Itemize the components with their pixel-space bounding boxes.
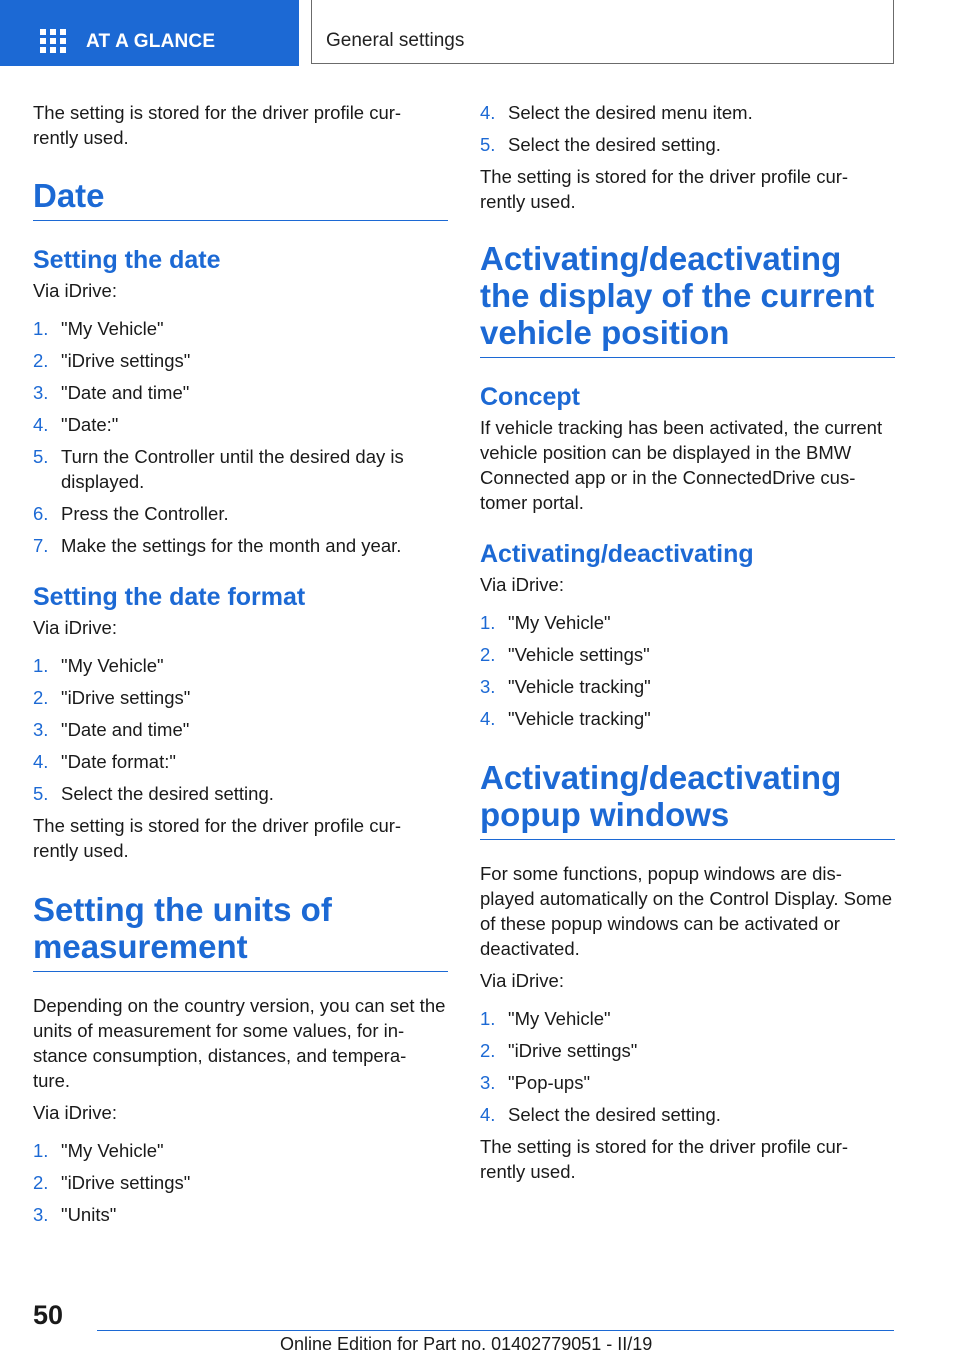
via-idrive: Via iDrive:: [480, 574, 564, 595]
step-text: "iDrive settings": [61, 1172, 191, 1193]
at-a-glance-tab[interactable]: [0, 0, 299, 66]
page-header: [0, 0, 960, 66]
step-text: Select the desired setting.: [508, 134, 721, 155]
grid-icon: [40, 29, 67, 53]
step-number: 4.: [480, 102, 496, 123]
step-text: "iDrive settings": [61, 687, 191, 708]
list-item: [480, 1006, 895, 1031]
concept-body: If vehicle tracking has been activated, the current vehicle position can be displayed in the BMW Connected app or in the ConnectedDrive cus- tomer portal.: [480, 417, 883, 513]
date-format-note: The setting is stored for the driver profile cur- rently used.: [33, 815, 402, 861]
step-number: 2.: [33, 1172, 49, 1193]
step-number: 3.: [480, 1072, 496, 1093]
step-text: "Units": [61, 1204, 117, 1225]
step-number: 7.: [33, 535, 49, 556]
list-item: [480, 132, 895, 157]
vehicle-position-steps: [480, 610, 895, 731]
page-number: 50: [33, 1300, 64, 1330]
step-number: 5.: [480, 134, 496, 155]
list-item: [480, 674, 895, 699]
list-item: [33, 533, 448, 558]
step-number: 1.: [480, 1008, 496, 1029]
units-heading: Setting the units of measurement: [33, 891, 448, 972]
step-number: 4.: [33, 751, 49, 772]
step-text: Make the settings for the month and year.: [61, 535, 402, 556]
step-text: "My Vehicle": [508, 612, 611, 633]
list-item: [33, 1170, 448, 1195]
list-item: [33, 316, 448, 341]
date-format-steps: [33, 653, 448, 806]
step-text: "Vehicle tracking": [508, 676, 651, 697]
step-number: 4.: [480, 1104, 496, 1125]
list-item: [33, 348, 448, 373]
step-number: 6.: [33, 503, 49, 524]
list-item: [33, 685, 448, 710]
step-text: "Date and time": [61, 382, 190, 403]
setting-date-steps: [33, 316, 448, 558]
step-number: 5.: [33, 783, 49, 804]
list-item: [480, 610, 895, 635]
step-text: "Date format:": [61, 751, 176, 772]
list-item: [480, 1038, 895, 1063]
list-item: [33, 749, 448, 774]
step-text: Select the desired menu item.: [508, 102, 753, 123]
list-item: [33, 380, 448, 405]
footer-rule: [97, 1330, 894, 1331]
step-text: "My Vehicle": [61, 1140, 164, 1161]
step-number: 2.: [480, 644, 496, 665]
list-item: [33, 653, 448, 678]
list-item: [33, 717, 448, 742]
step-number: 1.: [33, 318, 49, 339]
list-item: [33, 1202, 448, 1227]
list-item: [480, 100, 895, 125]
step-text: Press the Controller.: [61, 503, 229, 524]
step-text: "Vehicle settings": [508, 644, 650, 665]
via-idrive: Via iDrive:: [33, 1102, 117, 1123]
date-heading: Date: [33, 177, 448, 221]
step-text: "Vehicle tracking": [508, 708, 651, 729]
step-number: 3.: [33, 719, 49, 740]
concept-heading: Concept: [480, 383, 580, 411]
list-item: [480, 1070, 895, 1095]
step-text: "iDrive settings": [61, 350, 191, 371]
list-item: [33, 444, 448, 494]
list-item: [480, 642, 895, 667]
step-number: 4.: [480, 708, 496, 729]
list-item: [33, 412, 448, 437]
step-number: 3.: [33, 1204, 49, 1225]
edition-footer: Online Edition for Part no. 01402779051 - II/19: [280, 1334, 653, 1354]
step-text: "Date and time": [61, 719, 190, 740]
step-text: "My Vehicle": [61, 655, 164, 676]
step-number: 2.: [33, 350, 49, 371]
popup-windows-heading: Activating/deactivating popup windows: [480, 759, 895, 840]
step-number: 2.: [33, 687, 49, 708]
right-column: [480, 100, 895, 1184]
continued-steps: [480, 100, 895, 157]
popup-note: The setting is stored for the driver profile cur- rently used.: [480, 1136, 849, 1182]
continued-note: The setting is stored for the driver profile cur- rently used.: [480, 166, 849, 212]
step-text: "iDrive settings": [508, 1040, 638, 1061]
step-text: Select the desired setting.: [61, 783, 274, 804]
via-idrive: Via iDrive:: [480, 970, 564, 991]
vehicle-position-heading: Activating/deactivating the display of the current vehicle position: [480, 240, 895, 358]
step-number: 1.: [33, 1140, 49, 1161]
step-number: 5.: [33, 446, 49, 467]
popup-steps: [480, 1006, 895, 1127]
activating-heading: Activating/deactivating: [480, 540, 754, 568]
step-text: "My Vehicle": [61, 318, 164, 339]
step-number: 1.: [33, 655, 49, 676]
section-title: General settings: [326, 30, 465, 51]
step-number: 4.: [33, 414, 49, 435]
at-a-glance-label: AT A GLANCE: [86, 31, 216, 52]
units-steps: [33, 1138, 448, 1227]
step-number: 1.: [480, 612, 496, 633]
date-format-heading: Setting the date format: [33, 583, 306, 611]
popup-body: For some functions, popup windows are dis- played automatically on the Control Display. Some of these popup windows can be activated or deactivated.: [480, 863, 893, 959]
step-number: 3.: [33, 382, 49, 403]
step-text: "Pop-ups": [508, 1072, 591, 1093]
via-idrive: Via iDrive:: [33, 280, 117, 301]
via-idrive: Via iDrive:: [33, 617, 117, 638]
section-tab: [311, 0, 894, 64]
list-item: [33, 781, 448, 806]
step-text: Select the desired setting.: [508, 1104, 721, 1125]
list-item: [480, 706, 895, 731]
list-item: [33, 501, 448, 526]
list-item: [33, 1138, 448, 1163]
intro-note: The setting is stored for the driver profile cur- rently used.: [33, 102, 402, 148]
step-text: "My Vehicle": [508, 1008, 611, 1029]
list-item: [480, 1102, 895, 1127]
left-column: [33, 100, 448, 1227]
step-number: 3.: [480, 676, 496, 697]
step-text: Turn the Controller until the desired day is displayed.: [61, 446, 404, 492]
step-number: 2.: [480, 1040, 496, 1061]
setting-date-heading: Setting the date: [33, 246, 221, 274]
step-text: "Date:": [61, 414, 119, 435]
units-body: Depending on the country version, you can set the units of measurement for some values, for in- stance consumption, distances, and tempera- ture.: [33, 995, 446, 1091]
